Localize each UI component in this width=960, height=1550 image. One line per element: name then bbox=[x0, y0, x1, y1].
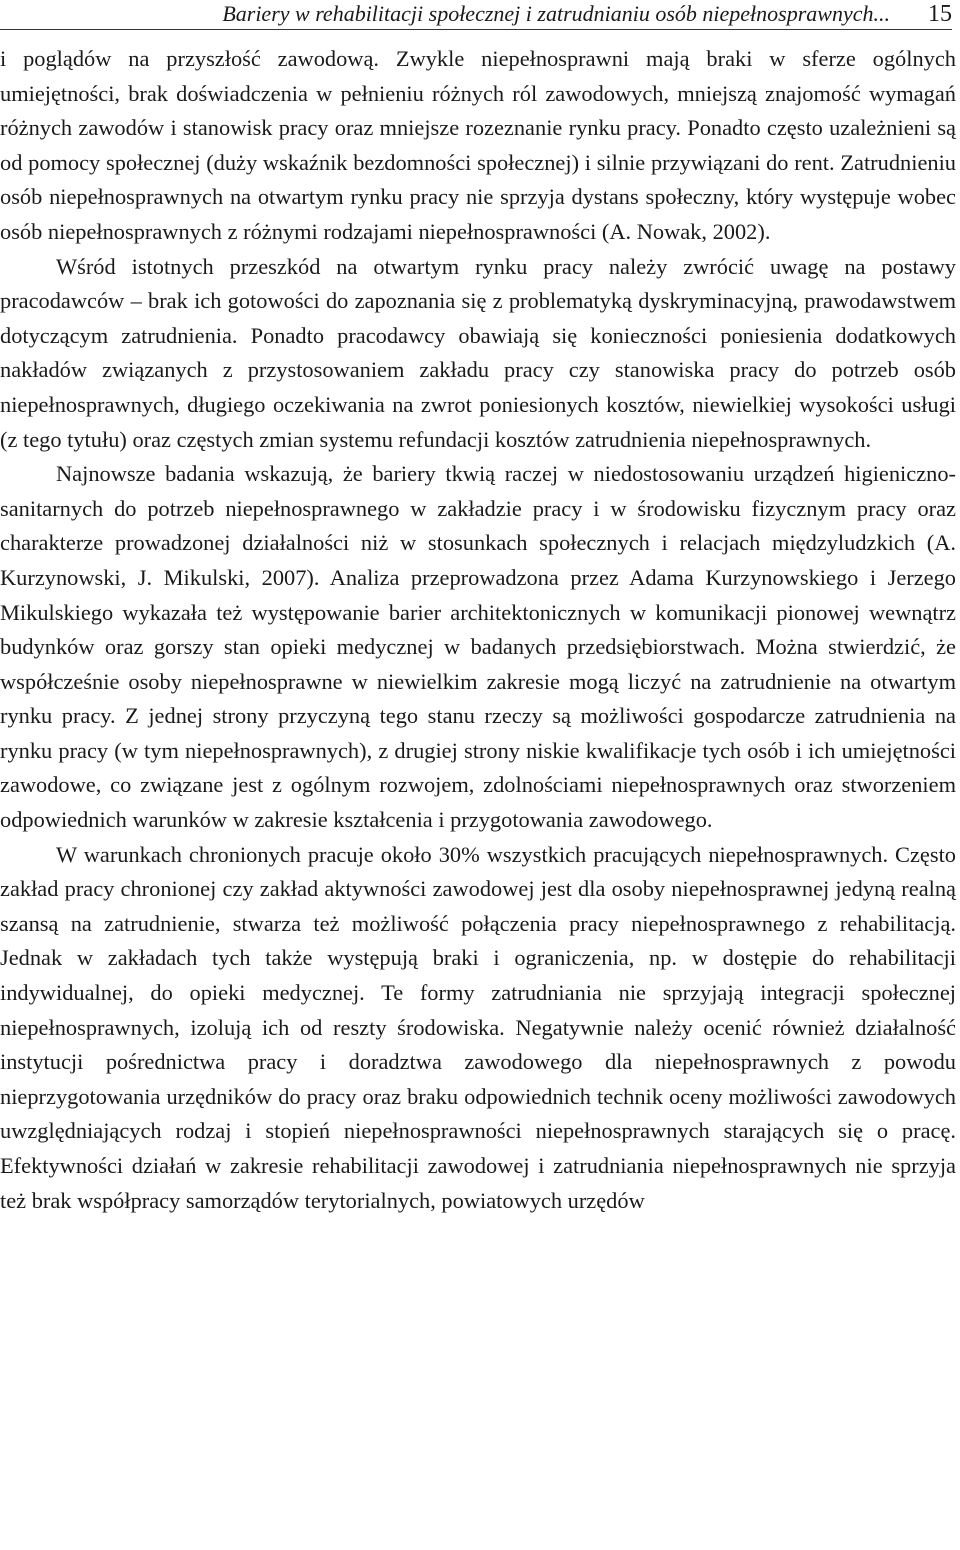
body-text bbox=[0, 42, 956, 1218]
paragraph-continuation: i poglądów na przyszłość zawodową. Zwykle niepełnosprawni mają braki w sferze ogólnych umiejętności, brak doświadczenia w pełnieniu różnych ról zawodowych, mniejszą znajomość wymagań różnych zawodów i stanowisk pracy oraz mniejsze rozeznanie rynku pracy. Ponadto często uzależnieni są od pomocy społecznej (duży wskaźnik bezdomności społecznej) i silnie przywiązani do rent. Zatrudnieniu osób niepełnosprawnych na otwartym rynku pracy nie sprzyja dystans społeczny, który występuje wobec osób niepełnosprawnych z różnymi rodzajami niepełnosprawności (A. Nowak, 2002). bbox=[0, 46, 956, 244]
page-number: 15 bbox=[928, 1, 952, 27]
paragraph-recent-research: Najnowsze badania wskazują, że bariery tkwią raczej w niedostosowaniu urządzeń higieniczno-sanitarnych do potrzeb niepełnosprawnego w zakładzie pracy i w środowisku fizycznym pracy oraz charakterze prowadzonej działalności niż w stosunkach społecznych i relacjach międzyludzkich (A. Kurzynowski, J. Mikulski, 2007). Analiza przeprowadzona przez Adama Kurzynowskiego i Jerzego Mikulskiego wykazała też występowanie barier architektonicznych w komunikacji pionowej wewnątrz budynków oraz gorszy stan opieki medycznej w badanych przedsiębiorstwach. Można stwierdzić, że współcześnie osoby niepełnosprawne w niewielkim zakresie mogą liczyć na zatrudnienie na otwartym rynku pracy. Z jednej strony przyczyną tego stanu rzeczy są możliwości gospodarcze zatrudnienia na rynku pracy (w tym niepełnosprawnych), z drugiej strony niskie kwalifikacje tych osób i ich umiejętności zawodowe, co związane jest z ogólnym rozwojem, zdolnościami niepełnosprawnych oraz stworzeniem odpowiednich warunków w zakresie kształcenia i przygotowania zawodowego. bbox=[0, 461, 956, 833]
running-header bbox=[0, 0, 952, 30]
paragraph-employer-barriers: Wśród istotnych przeszkód na otwartym rynku pracy należy zwrócić uwagę na postawy pracodawców – brak ich gotowości do zapoznania się z problematyką dyskryminacyjną, prawodawstwem dotyczącym zatrudnienia. Ponadto pracodawcy obawiają się konieczności poniesienia dodatkowych nakładów związanych z przystosowaniem zakładu pracy czy stanowiska pracy do potrzeb osób niepełnosprawnych, długiego oczekiwania na zwrot poniesionych kosztów, niewielkiej wysokości usługi (z tego tytułu) oraz częstych zmian systemu refundacji kosztów zatrudnienia niepełnosprawnych. bbox=[0, 253, 956, 452]
paragraph-sheltered-work: W warunkach chronionych pracuje około 30% wszystkich pracujących niepełnosprawnych. Często zakład pracy chronionej czy zakład aktywności zawodowej jest dla osoby niepełnosprawnej jedyną realną szansą na zatrudnienie, stwarza też możliwość połączenia pracy niepełnosprawnego z rehabilitacją. Jednak w zakładach tych także występują braki i ograniczenia, np. w dostępie do rehabilitacji indywidualnej, do opieki medycznej. Te formy zatrudniania nie sprzyjają integracji społecznej niepełnosprawnych, izolują ich od reszty środowiska. Negatywnie należy ocenić również działalność instytucji pośrednictwa pracy i doradztwa zawodowego dla niepełnosprawnych z powodu nieprzygotowania urzędników do pracy oraz braku odpowiednich technik oceny możliwości zawodowych uwzględniających rodzaj i stopień niepełnosprawności niepełnosprawnych starających się o pracę. Efektywności działań w zakresie rehabilitacji zawodowej i zatrudniania niepełnosprawnych nie sprzyja też brak współpracy samorządów terytorialnych, powiatowych urzędów bbox=[0, 841, 956, 1213]
running-header-title: Bariery w rehabilitacji społecznej i zatrudnianiu osób niepełnosprawnych... bbox=[222, 1, 890, 26]
